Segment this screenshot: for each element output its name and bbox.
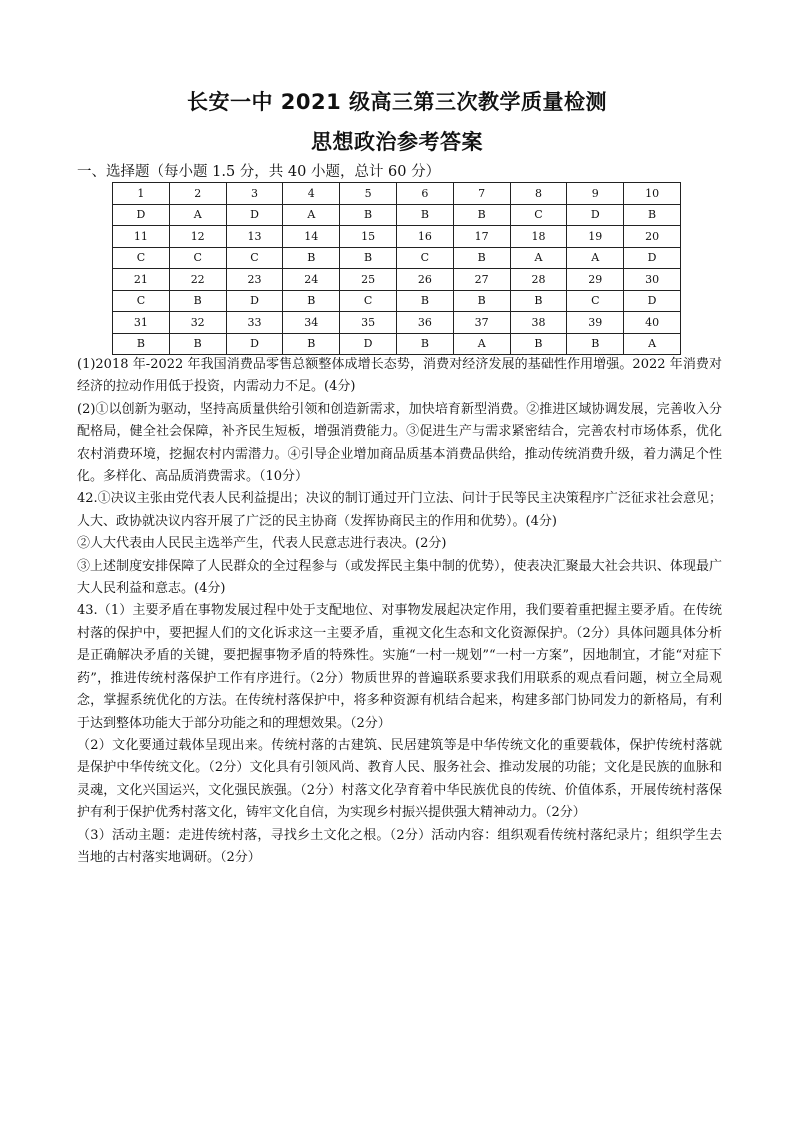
answer-cell: C <box>567 290 624 312</box>
answer-cell: B <box>510 290 567 312</box>
answer-paragraph: （2）文化要通过载体呈现出来。传统村落的古建筑、民居建筑等是中华传统文化的重要载体，保护传统村落就是保护中华传统文化。（2分）文化具有引领风尚、教育人民、服务社会、推动发展的功能；文化是民族的血脉和灵魂，文化兴国运兴，文化强民族强。（2分）村落文化孕育着中华民族优良的传统、价值体系，开展传统村落保护有利于保护优秀村落文化，铸牢文化自信，为实现乡村振兴提供强大精神动力。（2分） <box>77 737 722 821</box>
answer-paragraph: ③上述制度安排保障了人民群众的全过程参与（或发挥民主集中制的优势），使表决汇聚最大社会共识、体现最广大人民利益和意志。(4分) <box>77 558 722 597</box>
answer-cell: C <box>113 290 170 312</box>
answer-cell: A <box>169 204 226 226</box>
question-number-cell: 18 <box>510 226 567 248</box>
question-number-cell: 9 <box>567 183 624 205</box>
question-number-cell: 17 <box>453 226 510 248</box>
answer-cell: B <box>340 204 397 226</box>
question-number-cell: 10 <box>624 183 681 205</box>
question-number-cell: 1 <box>113 183 170 205</box>
answer-paragraph: (2)①以创新为驱动，坚持高质量供给引领和创造新需求，加快培育新型消费。②推进区域协调发展，完善收入分配格局，健全社会保障，补齐民生短板，增强消费能力。③促进生产与需求紧密结合，完善农村市场体系，优化农村消费环境，挖掘农村内需潜力。④引导企业增加商品质基本消费品供给，推动传统消费升级，着力满足个性化。多样化、高品质消费需求。（10分） <box>77 401 722 485</box>
question-number-cell: 38 <box>510 312 567 334</box>
document-subtitle: 思想政治参考答案 <box>311 130 483 154</box>
question-number-cell: 20 <box>624 226 681 248</box>
answer-cell: A <box>510 247 567 269</box>
answer-cell: D <box>624 247 681 269</box>
answer-cell: B <box>624 204 681 226</box>
answer-cell: B <box>283 290 340 312</box>
answer-cell: C <box>169 247 226 269</box>
answer-row <box>113 333 681 355</box>
answer-cell: B <box>453 247 510 269</box>
question-number-row <box>113 312 681 334</box>
answer-row <box>113 290 681 312</box>
answer-cell: D <box>567 204 624 226</box>
question-number-cell: 13 <box>226 226 283 248</box>
answer-cell: C <box>510 204 567 226</box>
question-number-cell: 40 <box>624 312 681 334</box>
answer-paragraph: (1)2018 年-2022 年我国消费品零售总额整体成增长态势，消费对经济发展的基础性作用增强。2022 年消费对经济的拉动作用低于投资，内需动力不足。(4分) <box>77 357 722 395</box>
answer-cell: D <box>624 290 681 312</box>
answer-cell: C <box>340 290 397 312</box>
question-number-cell: 7 <box>453 183 510 205</box>
answer-cell: C <box>396 247 453 269</box>
question-number-cell: 28 <box>510 269 567 291</box>
answer-table <box>112 182 681 355</box>
answer-cell: B <box>396 290 453 312</box>
answer-cell: A <box>567 247 624 269</box>
question-number-cell: 33 <box>226 312 283 334</box>
answer-cell: B <box>396 333 453 355</box>
answer-row <box>113 204 681 226</box>
question-number-cell: 25 <box>340 269 397 291</box>
question-number-cell: 39 <box>567 312 624 334</box>
question-number-cell: 2 <box>169 183 226 205</box>
question-number-cell: 15 <box>340 226 397 248</box>
question-number-cell: 6 <box>396 183 453 205</box>
answer-cell: B <box>169 290 226 312</box>
answer-cell: B <box>113 333 170 355</box>
question-number-row <box>113 269 681 291</box>
answer-cell: B <box>283 247 340 269</box>
question-number-row <box>113 183 681 205</box>
answer-cell: B <box>453 204 510 226</box>
question-number-cell: 21 <box>113 269 170 291</box>
answer-cell: C <box>226 247 283 269</box>
answer-cell: A <box>624 333 681 355</box>
answer-paragraph: （3）活动主题：走进传统村落，寻找乡土文化之根。（2分）活动内容：组织观看传统村落纪录片；组织学生去当地的古村落实地调研。（2分） <box>77 827 722 865</box>
question-number-cell: 34 <box>283 312 340 334</box>
answer-cell: D <box>113 204 170 226</box>
answer-cell: B <box>283 333 340 355</box>
question-number-cell: 24 <box>283 269 340 291</box>
answer-body <box>77 354 722 869</box>
question-number-cell: 3 <box>226 183 283 205</box>
question-number-row <box>113 226 681 248</box>
question-number-cell: 29 <box>567 269 624 291</box>
answer-cell: B <box>169 333 226 355</box>
question-number-cell: 35 <box>340 312 397 334</box>
question-number-cell: 31 <box>113 312 170 334</box>
question-number-cell: 11 <box>113 226 170 248</box>
answer-cell: B <box>567 333 624 355</box>
question-number-cell: 32 <box>169 312 226 334</box>
question-number-cell: 8 <box>510 183 567 205</box>
answer-cell: B <box>396 204 453 226</box>
question-number-cell: 30 <box>624 269 681 291</box>
question-number-cell: 5 <box>340 183 397 205</box>
answer-cell: B <box>453 290 510 312</box>
question-number-cell: 4 <box>283 183 340 205</box>
answer-paragraph: ②人大代表由人民民主选举产生，代表人民意志进行表决。(2分) <box>77 536 447 552</box>
question-number-cell: 19 <box>567 226 624 248</box>
document-title: 长安一中 2021 级高三第三次教学质量检测 <box>186 90 608 114</box>
question-number-cell: 16 <box>396 226 453 248</box>
section-heading-choice: 一、选择题（每小题 1.5 分，共 40 小题，总计 60 分） <box>77 164 441 180</box>
question-number-cell: 36 <box>396 312 453 334</box>
question-number-cell: 37 <box>453 312 510 334</box>
answer-cell: D <box>226 290 283 312</box>
answer-cell: C <box>113 247 170 269</box>
question-number-cell: 12 <box>169 226 226 248</box>
answer-cell: D <box>226 333 283 355</box>
answer-cell: A <box>453 333 510 355</box>
question-number-cell: 27 <box>453 269 510 291</box>
question-number-cell: 22 <box>169 269 226 291</box>
answer-cell: A <box>283 204 340 226</box>
question-number-cell: 23 <box>226 269 283 291</box>
answer-row <box>113 247 681 269</box>
answer-cell: D <box>340 333 397 355</box>
answer-paragraph: 42.①决议主张由党代表人民利益提出；决议的制订通过开门立法、问计于民等民主决策程序广泛征求社会意见；人大、政协就决议内容开展了广泛的民主协商（发挥协商民主的作用和优势）。(4分) <box>77 491 722 529</box>
answer-cell: B <box>510 333 567 355</box>
answer-cell: D <box>226 204 283 226</box>
question-number-cell: 14 <box>283 226 340 248</box>
answer-paragraph: 43.（1）主要矛盾在事物发展过程中处于支配地位、对事物发展起决定作用，我们要着重把握主要矛盾。在传统村落的保护中，要把握人们的文化诉求这一主要矛盾，重视文化生态和文化资源保护。（2分）具体问题具体分析是正确解决矛盾的关键，要把握事物矛盾的特殊性。实施“一村一规划”“一村一方案”，因地制宜，才能“对症下药”，推进传统村落保护工作有序进行。（2分）物质世界的普遍联系要求我们用联系的观点看问题，树立全局观念，掌握系统优化的方法。在传统村落保护中，将多种资源有机结合起来，构建多部门协同发力的新格局，有利于达到整体功能大于部分功能之和的理想效果。（2分） <box>77 603 722 731</box>
answer-cell: B <box>340 247 397 269</box>
question-number-cell: 26 <box>396 269 453 291</box>
